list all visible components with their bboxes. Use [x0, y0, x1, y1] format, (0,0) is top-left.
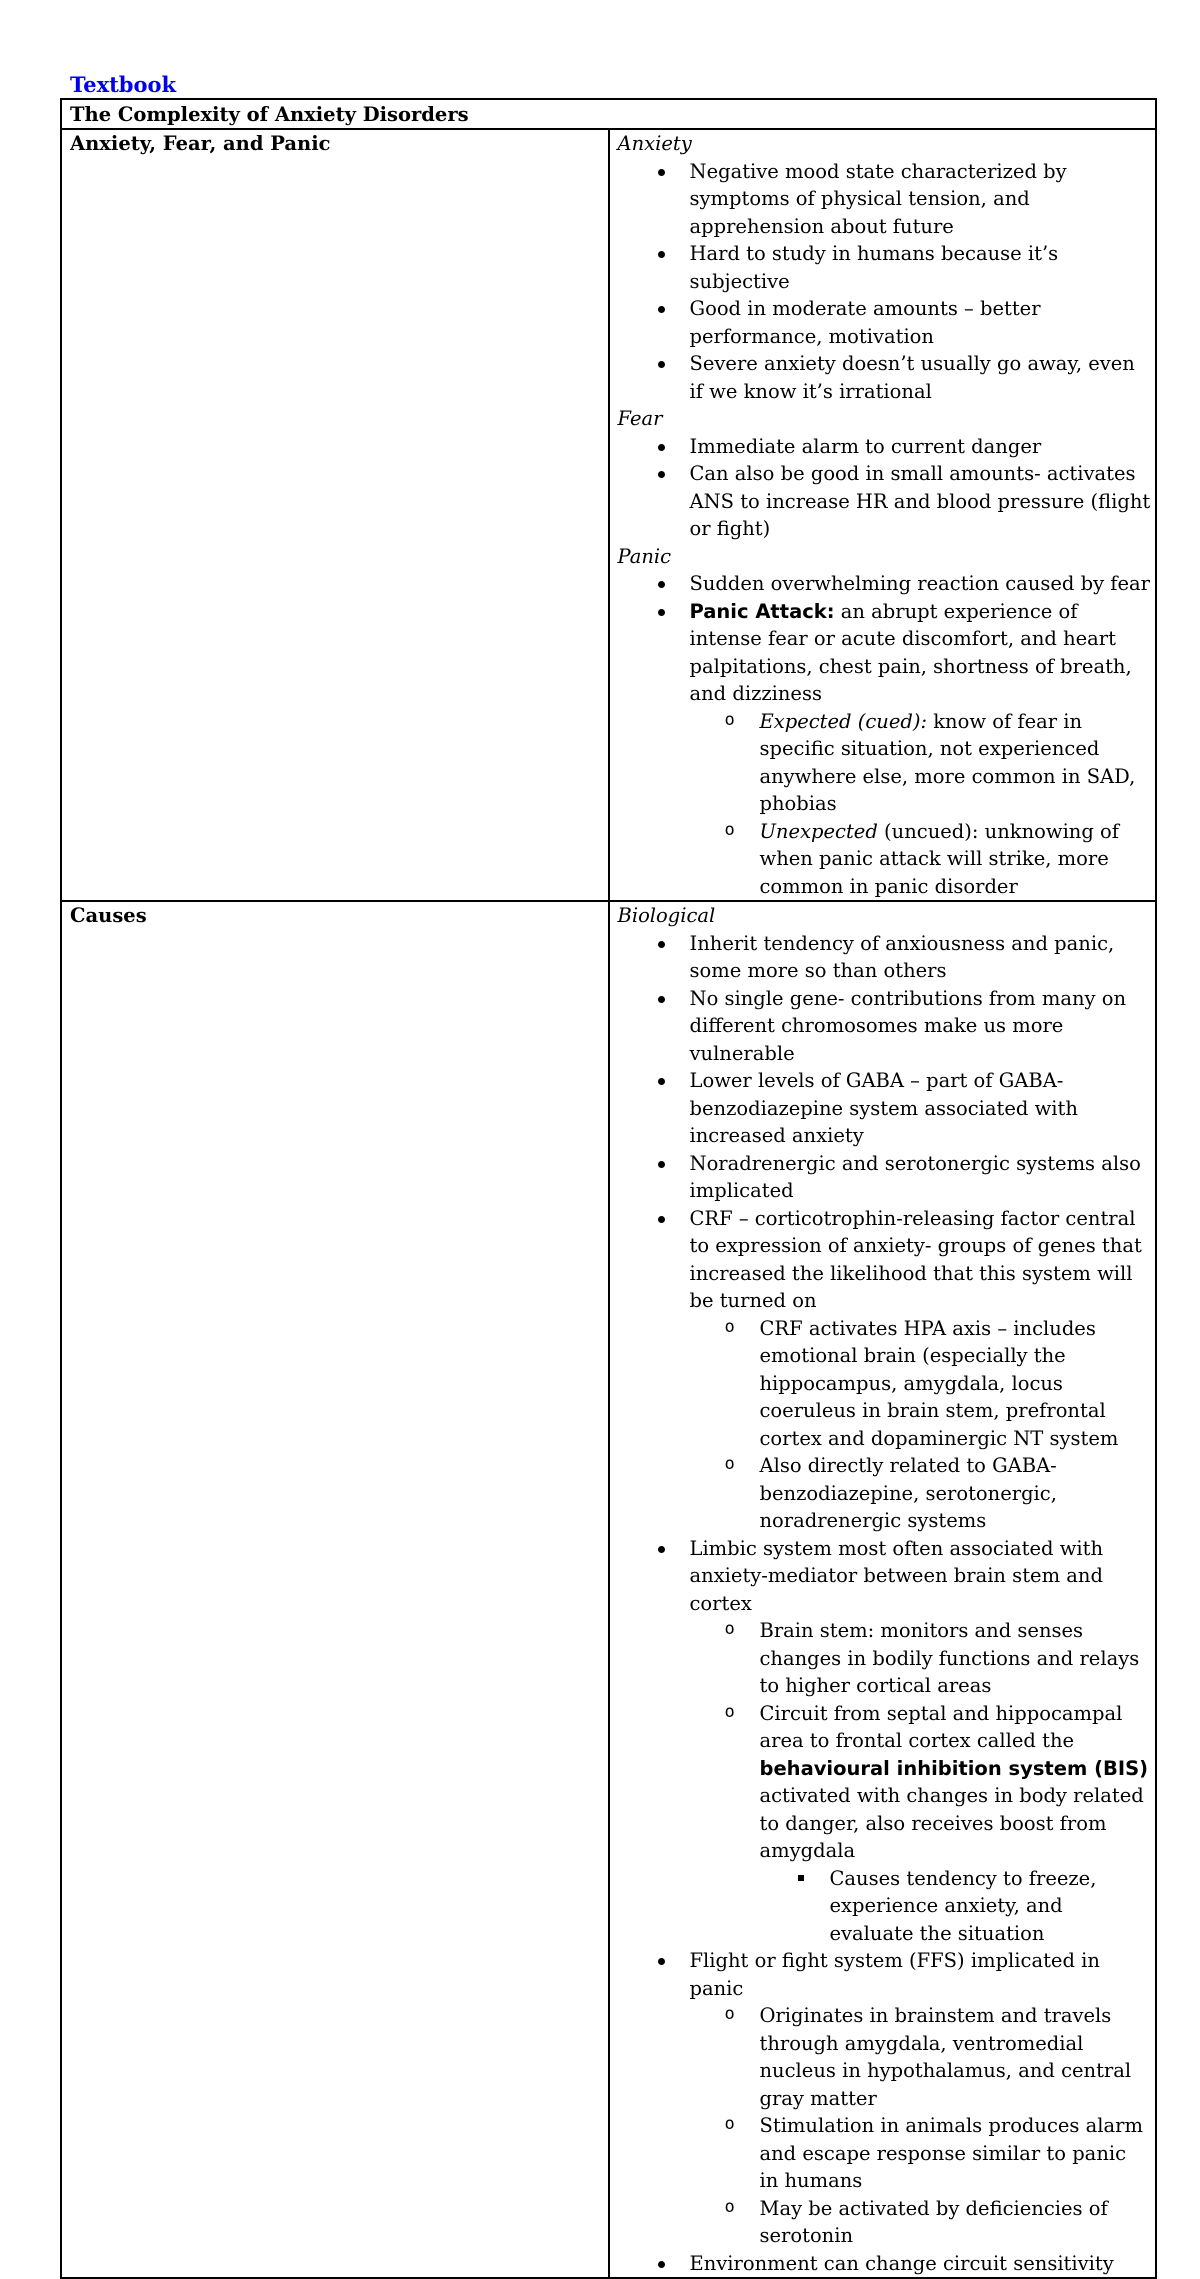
- list-item: Inherit tendency of anxiousness and panic, some more so than others: [618, 930, 1152, 985]
- table-title: The Complexity of Anxiety Disorders: [61, 99, 1156, 129]
- term-bold: Panic Attack:: [689, 599, 835, 623]
- item-text: Flight or fight system (FFS) implicated in panic: [689, 1949, 1100, 2000]
- list-item: Negative mood state characterized by symptoms of physical tension, and apprehension about future: [618, 158, 1152, 241]
- list-item: Good in moderate amounts – better performance, motivation: [618, 295, 1152, 350]
- list-item: [618, 1535, 1152, 1948]
- bullet-list: [618, 570, 1152, 900]
- item-text: know of fear in specific situation, not experienced anywhere else, more common in SAD, phobias: [759, 709, 1136, 815]
- list-item: Can also be good in small amounts- activates ANS to increase HR and blood pressure (flight or fight): [618, 460, 1152, 543]
- sub-bullet-list: [690, 2002, 1152, 2250]
- section-title: Anxiety: [617, 132, 692, 155]
- list-item: Sudden overwhelming reaction caused by fear: [618, 570, 1152, 598]
- term-italic: Expected (cued):: [759, 709, 928, 733]
- sub-list-item: [618, 1700, 1152, 1948]
- sub-bullet-list: [690, 1315, 1152, 1535]
- bullet-list: [618, 930, 1152, 2278]
- list-item: Hard to study in humans because it’s subjective: [618, 240, 1152, 295]
- sub-sub-list-item: Causes tendency to freeze, experience anxiety, and evaluate the situation: [618, 1865, 1152, 1948]
- sub-list-item: o CRF activates HPA axis – includes emotional brain (especially the hippocampus, amygdala, locus coeruleus in brain stem, prefrontal cortex and dopaminergic NT system: [618, 1315, 1152, 1453]
- page-heading: Textbook: [70, 72, 177, 97]
- sub-list-item: o Stimulation in animals produces alarm and escape response similar to panic in humans: [618, 2112, 1152, 2195]
- sub-list-item: [618, 708, 1152, 818]
- list-item: Noradrenergic and serotonergic systems also implicated: [618, 1150, 1152, 1205]
- row-label: Causes: [61, 901, 609, 2278]
- item-text: Limbic system most often associated with anxiety-mediator between brain stem and cortex: [689, 1536, 1104, 1615]
- list-item: Lower levels of GABA – part of GABA-benzodiazepine system associated with increased anxiety: [618, 1067, 1152, 1150]
- bullet-list: [618, 433, 1152, 543]
- list-item: [618, 598, 1152, 901]
- section-title: Fear: [617, 407, 663, 430]
- row-label: Anxiety, Fear, and Panic: [61, 129, 609, 901]
- item-text: an abrupt experience of intense fear or acute discomfort, and heart palpitations, chest pain, shortness of breath, and dizziness: [689, 599, 1132, 705]
- sub-sub-bullet-list: [760, 1865, 1152, 1948]
- sub-bullet-list: [690, 708, 1152, 901]
- list-item: [618, 1947, 1152, 2250]
- table-row: [61, 901, 1156, 2278]
- term-italic: Unexpected: [759, 819, 878, 843]
- notes-table: [60, 98, 1157, 2279]
- table-title-row: [61, 99, 1156, 129]
- sub-list-item: o Brain stem: monitors and senses changes in bodily functions and relays to higher cortical areas: [618, 1617, 1152, 1700]
- term-bold: behavioural inhibition system (BIS): [759, 1756, 1149, 1780]
- row-content: [609, 901, 1157, 2278]
- section-title: Biological: [617, 904, 716, 927]
- item-text: (uncued): unknowing of when panic attack will strike, more common in panic disorder: [759, 819, 1120, 898]
- row-content: [609, 129, 1157, 901]
- list-item: Immediate alarm to current danger: [618, 433, 1152, 461]
- item-text: activated with changes in body related to danger, also receives boost from amygdala: [759, 1784, 1144, 1862]
- list-item: Severe anxiety doesn’t usually go away, even if we know it’s irrational: [618, 350, 1152, 405]
- list-item: No single gene- contributions from many on different chromosomes make us more vulnerable: [618, 985, 1152, 1068]
- bullet-list: [618, 158, 1152, 406]
- sub-bullet-list: [690, 1617, 1152, 1947]
- sub-list-item: o May be activated by deficiencies of serotonin: [618, 2195, 1152, 2250]
- sub-list-item: o Originates in brainstem and travels through amygdala, ventromedial nucleus in hypothalamus, and central gray matter: [618, 2002, 1152, 2112]
- item-text: Circuit from septal and hippocampal area to frontal cortex called the: [759, 1701, 1123, 1752]
- item-text: CRF – corticotrophin-releasing factor central to expression of anxiety- groups of genes that increased the likelihood that this system will be turned on: [689, 1206, 1142, 1312]
- section-title: Panic: [617, 544, 672, 568]
- sub-list-item: [618, 818, 1152, 901]
- table-row: [61, 129, 1156, 901]
- sub-list-item: o Also directly related to GABA-benzodiazepine, serotonergic, noradrenergic systems: [618, 1452, 1152, 1535]
- list-item: [618, 1205, 1152, 1535]
- list-item: Environment can change circuit sensitivity: [618, 2250, 1152, 2278]
